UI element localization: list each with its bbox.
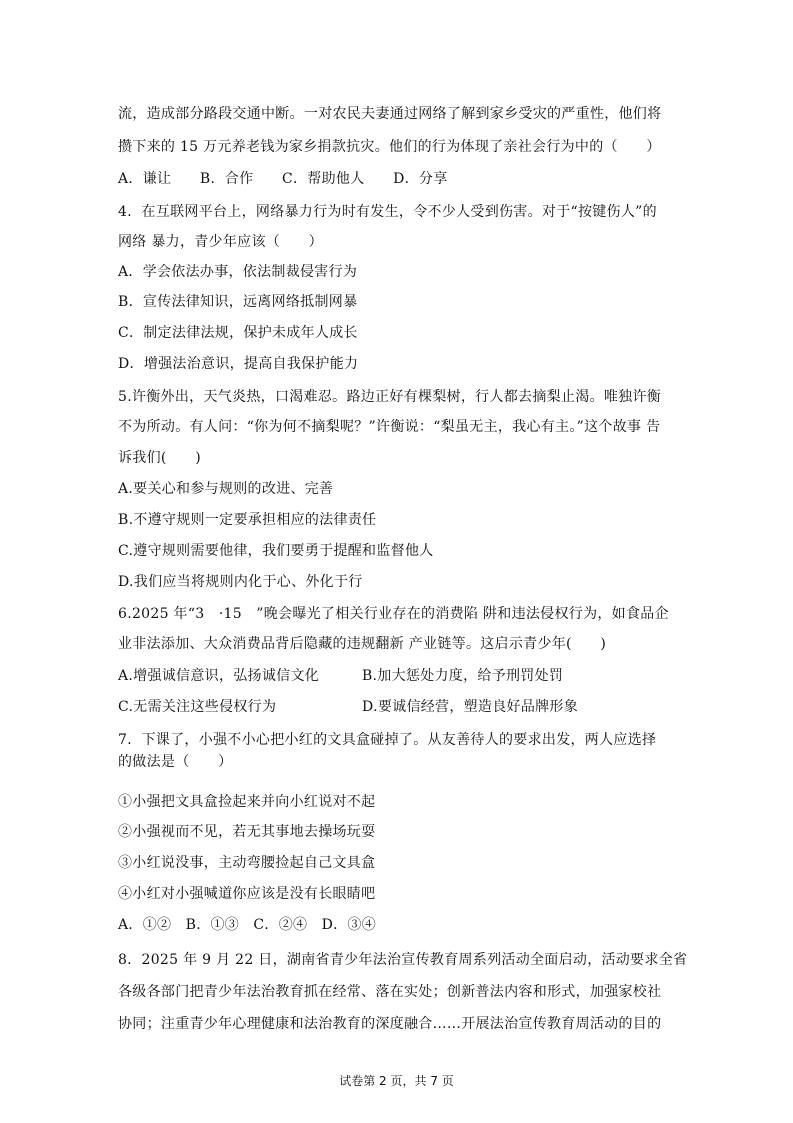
question-7-options: A．①② B．①③ C．②④ D．③④	[118, 917, 377, 933]
text-line: 的做法是（ ）	[118, 754, 233, 770]
text-line: 网络 暴力，青少年应该（ ）	[118, 234, 323, 250]
question-7-stem: 7．下课了，小强不小心把小红的文具盒碰掉了。从友善待人的要求出发，两人应选择	[118, 732, 657, 748]
question-5-stem: 5.许衡外出，天气炎热，口渴难忍。路边正好有棵梨树，行人都去摘梨止渴。唯独许衡	[118, 389, 662, 405]
question-7-item-2: ②小强视而不见，若无其事地去操场玩耍	[118, 824, 376, 840]
question-4-option-c: C．制定法律法规，保护未成年人成长	[118, 325, 358, 341]
text-line: 协同；注重青少年心理健康和法治教育的深度融合……开展法治宣传教育周活动的目的	[118, 1016, 662, 1032]
question-6-options-ab: A.增强诚信意识，弘扬诚信文化 B.加大惩处力度，给予刑罚处罚	[118, 668, 564, 684]
text-line: 业非法添加、大众消费品背后隐藏的违规翻新 产业链等。这启示青少年( )	[118, 636, 607, 652]
text-line: 诉我们( )	[118, 450, 202, 466]
question-6-stem: 6.2025 年“3 ·15 ”晚会曝光了相关行业存在的消费陷 阱和违法侵权行为，如食品企	[118, 606, 669, 622]
question-5-option-c: C.遵守规则需要他律，我们要勇于提醒和监督他人	[118, 543, 434, 559]
question-5-option-a: A.要关心和参与规则的改进、完善	[118, 481, 334, 497]
question-6-options-cd: C.无需关注这些侵权行为 D.要诚信经营，塑造良好品牌形象	[118, 699, 579, 715]
text-line: 各级各部门把青少年法治教育抓在经常、落在实处；创新普法内容和形式，加强家校社	[118, 984, 662, 1000]
question-3-options: A．谦让 B．合作 C．帮助他人 D．分享	[118, 171, 448, 187]
page-footer: 试卷第 2 页，共 7 页	[339, 1074, 454, 1088]
question-5-option-d: D.我们应当将规则内化于心、外化于行	[118, 574, 363, 590]
text-line: 不为所动。有人问：“你为何不摘梨呢？”许衡说：“梨虽无主，我心有主。”这个故事 告	[118, 419, 661, 435]
question-4-option-a: A．学会依法办事，依法制裁侵害行为	[118, 264, 358, 280]
question-4-option-b: B．宣传法律知识，远离网络抵制网暴	[118, 294, 358, 310]
text-line: 流，造成部分路段交通中断。一对农民夫妻通过网络了解到家乡受灾的严重性，他们将	[118, 106, 662, 122]
question-8-stem: 8．2025 年 9 月 22 日，湖南省青少年法治宣传教育周系列活动全面启动，活动要求全省	[118, 952, 688, 968]
question-4-option-d: D．增强法治意识，提高自我保护能力	[118, 356, 359, 372]
question-4-stem: 4．在互联网平台上，网络暴力行为时有发生，令不少人受到伤害。对于“按键伤人”的	[118, 204, 657, 220]
question-5-option-b: B.不遵守规则一定要承担相应的法律责任	[118, 512, 377, 528]
question-7-item-4: ④小红对小强喊道你应该是没有长眼睛吧	[118, 886, 376, 902]
question-7-item-3: ③小红说没事，主动弯腰捡起自己文具盒	[118, 855, 376, 871]
text-line: 攒下来的 15 万元养老钱为家乡捐款抗灾。他们的行为体现了亲社会行为中的（ ）	[118, 139, 661, 155]
question-7-item-1: ①小强把文具盒捡起来并向小红说对不起	[118, 794, 376, 810]
